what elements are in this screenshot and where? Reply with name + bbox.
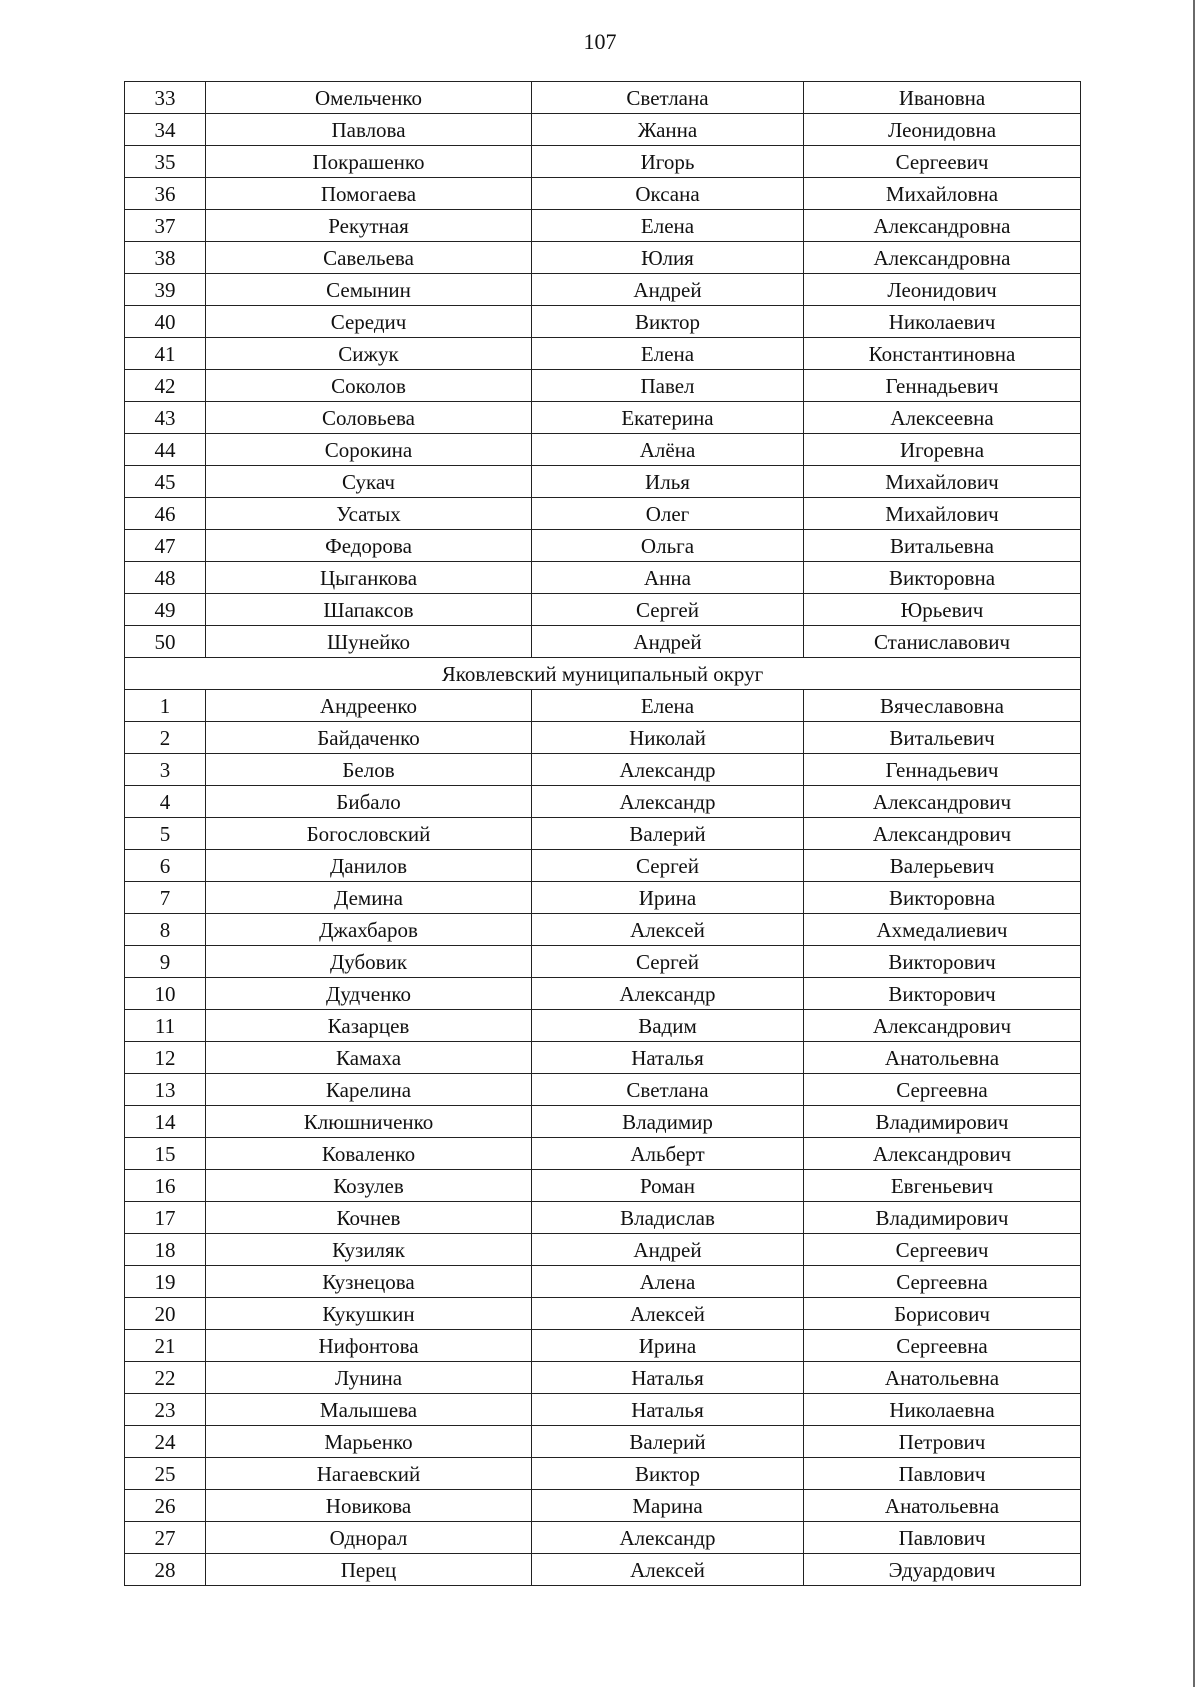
first-name: Алена [532,1266,804,1298]
table-row [125,402,1081,434]
patronymic: Сергеевна [804,1266,1081,1298]
first-name: Светлана [532,82,804,114]
last-name: Новикова [206,1490,532,1522]
patronymic: Евгеньевич [804,1170,1081,1202]
table-row [125,1490,1081,1522]
first-name: Александр [532,978,804,1010]
first-name: Роман [532,1170,804,1202]
last-name: Казарцев [206,1010,532,1042]
row-number: 50 [125,626,206,658]
table-row [125,594,1081,626]
table-row [125,178,1081,210]
patronymic: Анатольевна [804,1490,1081,1522]
row-number: 17 [125,1202,206,1234]
first-name: Ольга [532,530,804,562]
table-row [125,466,1081,498]
table-row [125,210,1081,242]
patronymic: Викторовна [804,882,1081,914]
row-number: 16 [125,1170,206,1202]
row-number: 23 [125,1394,206,1426]
patronymic: Сергеевич [804,1234,1081,1266]
first-name: Николай [532,722,804,754]
row-number: 33 [125,82,206,114]
table-row [125,626,1081,658]
last-name: Коваленко [206,1138,532,1170]
names-table-container [124,81,1080,1586]
last-name: Демина [206,882,532,914]
row-number: 3 [125,754,206,786]
table-row [125,114,1081,146]
patronymic: Витальевна [804,530,1081,562]
patronymic: Юрьевич [804,594,1081,626]
row-number: 41 [125,338,206,370]
row-number: 42 [125,370,206,402]
table-row [125,786,1081,818]
row-number: 20 [125,1298,206,1330]
table-row [125,1522,1081,1554]
first-name: Сергей [532,594,804,626]
first-name: Павел [532,370,804,402]
row-number: 2 [125,722,206,754]
first-name: Алёна [532,434,804,466]
last-name: Середич [206,306,532,338]
table-row [125,338,1081,370]
first-name: Альберт [532,1138,804,1170]
table-row [125,1362,1081,1394]
row-number: 12 [125,1042,206,1074]
table-row [125,946,1081,978]
patronymic: Викторовна [804,562,1081,594]
row-number: 5 [125,818,206,850]
last-name: Дубовик [206,946,532,978]
last-name: Марьенко [206,1426,532,1458]
row-number: 22 [125,1362,206,1394]
last-name: Козулев [206,1170,532,1202]
last-name: Байдаченко [206,722,532,754]
patronymic: Станиславович [804,626,1081,658]
table-row [125,1202,1081,1234]
row-number: 10 [125,978,206,1010]
first-name: Юлия [532,242,804,274]
patronymic: Александровна [804,210,1081,242]
patronymic: Михайловна [804,178,1081,210]
patronymic: Сергеевна [804,1074,1081,1106]
patronymic: Витальевич [804,722,1081,754]
last-name: Кузиляк [206,1234,532,1266]
table-row [125,1554,1081,1586]
first-name: Алексей [532,1554,804,1586]
patronymic: Эдуардович [804,1554,1081,1586]
patronymic: Михайлович [804,466,1081,498]
first-name: Андрей [532,274,804,306]
last-name: Однорал [206,1522,532,1554]
table-row [125,1106,1081,1138]
patronymic: Александрович [804,786,1081,818]
first-name: Илья [532,466,804,498]
patronymic: Михайлович [804,498,1081,530]
table-row [125,1234,1081,1266]
last-name: Рекутная [206,210,532,242]
patronymic: Александрович [804,818,1081,850]
last-name: Шапаксов [206,594,532,626]
table-row [125,274,1081,306]
last-name: Усатых [206,498,532,530]
last-name: Соколов [206,370,532,402]
table-row [125,978,1081,1010]
last-name: Малышева [206,1394,532,1426]
first-name: Виктор [532,306,804,338]
patronymic: Борисович [804,1298,1081,1330]
patronymic: Геннадьевич [804,370,1081,402]
row-number: 4 [125,786,206,818]
first-name: Ирина [532,882,804,914]
patronymic: Леонидовна [804,114,1081,146]
patronymic: Павлович [804,1522,1081,1554]
patronymic: Анатольевна [804,1362,1081,1394]
first-name: Андрей [532,1234,804,1266]
last-name: Клюшниченко [206,1106,532,1138]
first-name: Александр [532,754,804,786]
row-number: 1 [125,690,206,722]
row-number: 25 [125,1458,206,1490]
first-name: Александр [532,786,804,818]
last-name: Омельченко [206,82,532,114]
section-title: Яковлевский муниципальный округ [125,658,1081,690]
patronymic: Сергеевич [804,146,1081,178]
last-name: Джахбаров [206,914,532,946]
table-row [125,1394,1081,1426]
row-number: 13 [125,1074,206,1106]
patronymic: Николаевич [804,306,1081,338]
row-number: 39 [125,274,206,306]
row-number: 15 [125,1138,206,1170]
names-table [124,81,1081,1586]
row-number: 7 [125,882,206,914]
table-row [125,914,1081,946]
table-row [125,498,1081,530]
last-name: Белов [206,754,532,786]
first-name: Алексей [532,914,804,946]
first-name: Валерий [532,1426,804,1458]
last-name: Карелина [206,1074,532,1106]
first-name: Владимир [532,1106,804,1138]
table-row [125,1298,1081,1330]
table-row [125,1074,1081,1106]
patronymic: Ахмедалиевич [804,914,1081,946]
table-row [125,722,1081,754]
first-name: Олег [532,498,804,530]
scan-edge-line [1193,0,1195,1687]
first-name: Светлана [532,1074,804,1106]
row-number: 47 [125,530,206,562]
last-name: Бибало [206,786,532,818]
first-name: Алексей [532,1298,804,1330]
patronymic: Геннадьевич [804,754,1081,786]
row-number: 49 [125,594,206,626]
first-name: Елена [532,210,804,242]
row-number: 35 [125,146,206,178]
last-name: Павлова [206,114,532,146]
row-number: 43 [125,402,206,434]
first-name: Виктор [532,1458,804,1490]
table-row [125,1426,1081,1458]
last-name: Лунина [206,1362,532,1394]
last-name: Кузнецова [206,1266,532,1298]
last-name: Перец [206,1554,532,1586]
table-row [125,1138,1081,1170]
last-name: Покрашенко [206,146,532,178]
last-name: Сижук [206,338,532,370]
patronymic: Владимирович [804,1202,1081,1234]
table-row [125,818,1081,850]
row-number: 45 [125,466,206,498]
patronymic: Николаевна [804,1394,1081,1426]
patronymic: Игоревна [804,434,1081,466]
patronymic: Валерьевич [804,850,1081,882]
row-number: 8 [125,914,206,946]
first-name: Владислав [532,1202,804,1234]
patronymic: Александрович [804,1138,1081,1170]
first-name: Наталья [532,1394,804,1426]
row-number: 28 [125,1554,206,1586]
patronymic: Константиновна [804,338,1081,370]
last-name: Кочнев [206,1202,532,1234]
row-number: 44 [125,434,206,466]
row-number: 14 [125,1106,206,1138]
patronymic: Сергеевна [804,1330,1081,1362]
last-name: Андреенко [206,690,532,722]
last-name: Шунейко [206,626,532,658]
first-name: Игорь [532,146,804,178]
last-name: Данилов [206,850,532,882]
patronymic: Вячеславовна [804,690,1081,722]
first-name: Анна [532,562,804,594]
first-name: Сергей [532,946,804,978]
names-table-body [125,82,1081,1586]
first-name: Наталья [532,1362,804,1394]
table-row [125,434,1081,466]
patronymic: Викторович [804,946,1081,978]
first-name: Наталья [532,1042,804,1074]
patronymic: Владимирович [804,1106,1081,1138]
table-row [125,146,1081,178]
last-name: Цыганкова [206,562,532,594]
last-name: Федорова [206,530,532,562]
table-row [125,306,1081,338]
first-name: Елена [532,338,804,370]
patronymic: Александровна [804,242,1081,274]
first-name: Ирина [532,1330,804,1362]
table-row [125,242,1081,274]
first-name: Жанна [532,114,804,146]
table-row [125,1330,1081,1362]
row-number: 37 [125,210,206,242]
row-number: 27 [125,1522,206,1554]
row-number: 46 [125,498,206,530]
last-name: Сорокина [206,434,532,466]
row-number: 9 [125,946,206,978]
row-number: 38 [125,242,206,274]
last-name: Камаха [206,1042,532,1074]
last-name: Сукач [206,466,532,498]
patronymic: Алексеевна [804,402,1081,434]
last-name: Нифонтова [206,1330,532,1362]
page-number: 107 [583,29,617,54]
patronymic: Петрович [804,1426,1081,1458]
first-name: Валерий [532,818,804,850]
last-name: Савельева [206,242,532,274]
row-number: 48 [125,562,206,594]
last-name: Семынин [206,274,532,306]
first-name: Андрей [532,626,804,658]
first-name: Оксана [532,178,804,210]
table-row [125,850,1081,882]
table-row [125,1010,1081,1042]
row-number: 19 [125,1266,206,1298]
table-row [125,690,1081,722]
patronymic: Леонидович [804,274,1081,306]
patronymic: Александрович [804,1010,1081,1042]
row-number: 21 [125,1330,206,1362]
last-name: Дудченко [206,978,532,1010]
table-row [125,882,1081,914]
section-row [125,658,1081,690]
row-number: 34 [125,114,206,146]
first-name: Сергей [532,850,804,882]
last-name: Нагаевский [206,1458,532,1490]
first-name: Екатерина [532,402,804,434]
patronymic: Викторович [804,978,1081,1010]
first-name: Александр [532,1522,804,1554]
first-name: Марина [532,1490,804,1522]
row-number: 6 [125,850,206,882]
table-row [125,1170,1081,1202]
table-row [125,1266,1081,1298]
row-number: 18 [125,1234,206,1266]
table-row [125,1042,1081,1074]
patronymic: Ивановна [804,82,1081,114]
last-name: Богословский [206,818,532,850]
patronymic: Анатольевна [804,1042,1081,1074]
table-row [125,530,1081,562]
row-number: 26 [125,1490,206,1522]
table-row [125,754,1081,786]
last-name: Кукушкин [206,1298,532,1330]
table-row [125,370,1081,402]
row-number: 40 [125,306,206,338]
row-number: 36 [125,178,206,210]
last-name: Помогаева [206,178,532,210]
row-number: 11 [125,1010,206,1042]
table-row [125,1458,1081,1490]
row-number: 24 [125,1426,206,1458]
first-name: Вадим [532,1010,804,1042]
last-name: Соловьева [206,402,532,434]
first-name: Елена [532,690,804,722]
patronymic: Павлович [804,1458,1081,1490]
table-row [125,562,1081,594]
table-row [125,82,1081,114]
